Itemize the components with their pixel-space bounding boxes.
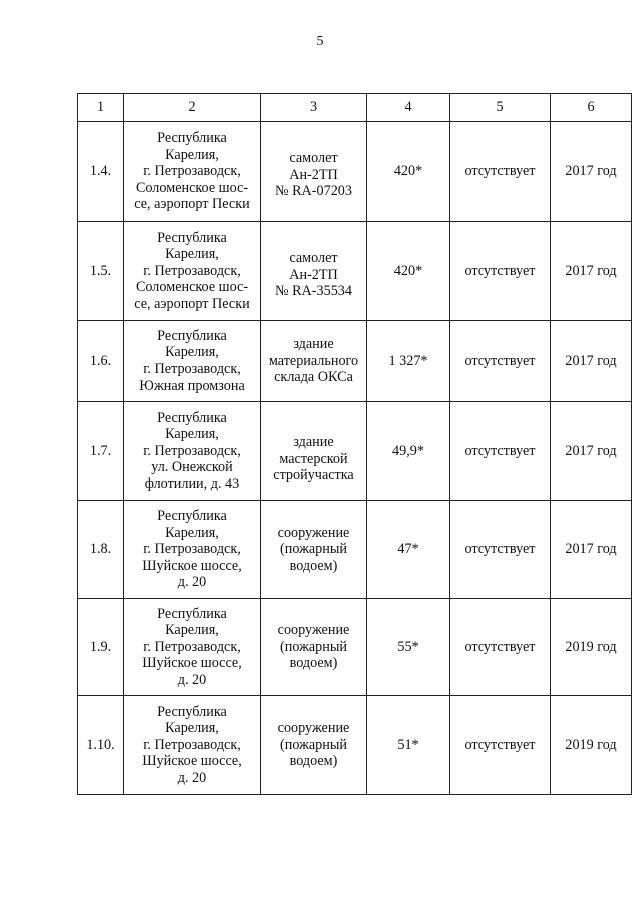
objects-table <box>77 93 632 795</box>
row-number-cell: 1.8. <box>78 501 124 599</box>
table-row <box>78 501 632 599</box>
location-cell: Республика Карелия, г. Петрозаводск, Южная промзона <box>124 321 261 402</box>
header-cell-1: 1 <box>78 94 124 122</box>
table-row <box>78 321 632 402</box>
header-cell-4: 4 <box>367 94 450 122</box>
object-cell: сооружение (пожарный водоем) <box>261 696 367 795</box>
value-cell: 420* <box>367 122 450 222</box>
row-number-cell: 1.6. <box>78 321 124 402</box>
row-number-cell: 1.5. <box>78 222 124 321</box>
object-cell: сооружение (пожарный водоем) <box>261 501 367 599</box>
page-number: 5 <box>316 34 324 49</box>
object-cell: здание мастерской стройучастка <box>261 402 367 501</box>
status-cell: отсутствует <box>450 696 551 795</box>
location-cell: Республика Карелия, г. Петрозаводск, Шуйское шоссе, д. 20 <box>124 696 261 795</box>
table-row <box>78 696 632 795</box>
status-cell: отсутствует <box>450 402 551 501</box>
value-cell: 420* <box>367 222 450 321</box>
header-cell-2: 2 <box>124 94 261 122</box>
row-number-cell: 1.4. <box>78 122 124 222</box>
value-cell: 55* <box>367 599 450 696</box>
header-cell-3: 3 <box>261 94 367 122</box>
row-number-cell: 1.7. <box>78 402 124 501</box>
location-cell: Республика Карелия, г. Петрозаводск, Шуйское шоссе, д. 20 <box>124 599 261 696</box>
value-cell: 1 327* <box>367 321 450 402</box>
year-cell: 2017 год <box>551 501 632 599</box>
table-row <box>78 402 632 501</box>
year-cell: 2019 год <box>551 696 632 795</box>
value-cell: 47* <box>367 501 450 599</box>
location-cell: Республика Карелия, г. Петрозаводск, ул. Онежской флотилии, д. 43 <box>124 402 261 501</box>
table-row <box>78 599 632 696</box>
status-cell: отсутствует <box>450 501 551 599</box>
status-cell: отсутствует <box>450 321 551 402</box>
location-cell: Республика Карелия, г. Петрозаводск, Шуйское шоссе, д. 20 <box>124 501 261 599</box>
location-cell: Республика Карелия, г. Петрозаводск, Соломенское шос- се, аэропорт Пески <box>124 222 261 321</box>
location-cell: Республика Карелия, г. Петрозаводск, Соломенское шос- се, аэропорт Пески <box>124 122 261 222</box>
object-cell: сооружение (пожарный водоем) <box>261 599 367 696</box>
header-cell-5: 5 <box>450 94 551 122</box>
year-cell: 2017 год <box>551 402 632 501</box>
year-cell: 2019 год <box>551 599 632 696</box>
row-number-cell: 1.9. <box>78 599 124 696</box>
object-cell: самолет Ан-2ТП № RA-07203 <box>261 122 367 222</box>
header-cell-6: 6 <box>551 94 632 122</box>
object-cell: здание материального склада ОКСа <box>261 321 367 402</box>
table-row <box>78 222 632 321</box>
value-cell: 51* <box>367 696 450 795</box>
year-cell: 2017 год <box>551 222 632 321</box>
table-row <box>78 122 632 222</box>
object-cell: самолет Ан-2ТП № RA-35534 <box>261 222 367 321</box>
value-cell: 49,9* <box>367 402 450 501</box>
year-cell: 2017 год <box>551 122 632 222</box>
status-cell: отсутствует <box>450 222 551 321</box>
row-number-cell: 1.10. <box>78 696 124 795</box>
year-cell: 2017 год <box>551 321 632 402</box>
status-cell: отсутствует <box>450 122 551 222</box>
status-cell: отсутствует <box>450 599 551 696</box>
table-header-row <box>78 94 632 122</box>
